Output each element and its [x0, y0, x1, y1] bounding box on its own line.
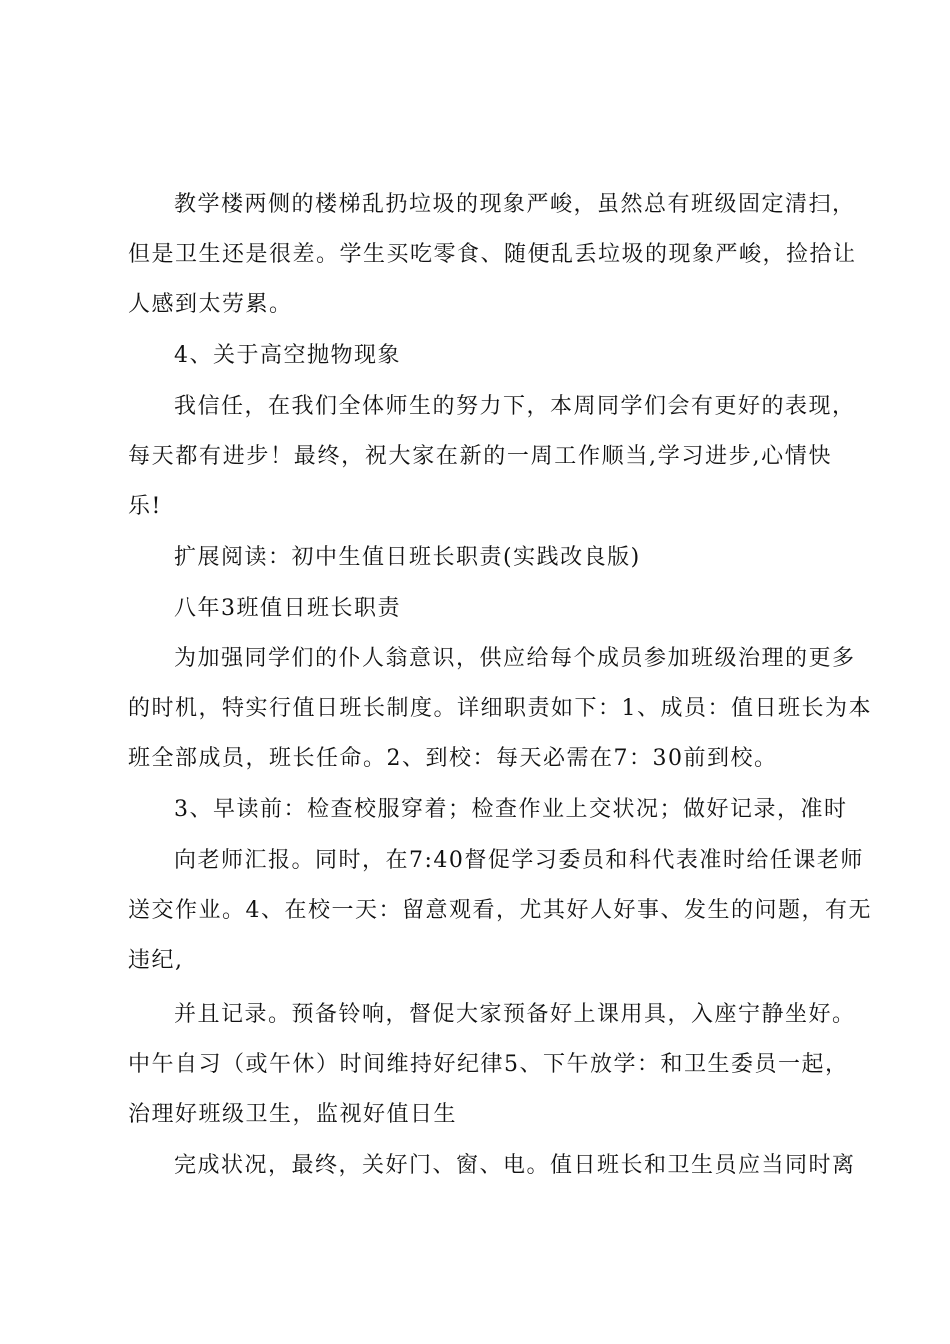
duty-title: 八年3班值日班长职责: [174, 596, 401, 621]
paragraph-line: 并且记录。预备铃响，督促大家预备好上课用具，入座宁静坐好。: [174, 1002, 856, 1027]
paragraph-line: 教学楼两侧的楼梯乱扔垃圾的现象严峻，虽然总有班级固定清扫，: [174, 192, 856, 217]
paragraph-line: 的时机，特实行值日班长制度。详细职责如下：1、成员：值日班长为本: [128, 696, 872, 721]
extended-reading-heading: 扩展阅读：初中生值日班长职责(实践改良版): [174, 545, 641, 570]
paragraph-line: 送交作业。4、在校一天：留意观看，尤其好人好事、发生的问题，有无: [128, 898, 872, 923]
paragraph-line: 向老师汇报。同时，在7:40督促学习委员和科代表准时给任课老师: [174, 848, 864, 873]
paragraph-line: 我信任，在我们全体师生的努力下，本周同学们会有更好的表现，: [174, 394, 856, 419]
section-heading: 4、关于高空抛物现象: [174, 343, 401, 368]
paragraph-line: 完成状况，最终，关好门、窗、电。值日班长和卫生员应当同时离: [174, 1153, 856, 1178]
paragraph-line: 班全部成员，班长任命。2、到校：每天必需在7：30前到校。: [128, 746, 778, 771]
paragraph-line: 治理好班级卫生，监视好值日生: [128, 1102, 458, 1127]
paragraph-line: 3、早读前：检查校服穿着；检查作业上交状况；做好记录，准时: [174, 797, 848, 822]
paragraph-line: 中午自习（或午休）时间维持好纪律5、下午放学：和卫生委员一起，: [128, 1052, 849, 1077]
paragraph-line: 乐!: [128, 494, 162, 519]
paragraph-line: 人感到太劳累。: [128, 292, 293, 317]
paragraph-line: 违纪,: [128, 948, 184, 973]
paragraph-line: 每天都有进步！最终，祝大家在新的一周工作顺当,学习进步,心情快: [128, 444, 832, 469]
paragraph-line: 但是卫生还是很差。学生买吃零食、随便乱丢垃圾的现象严峻，捡拾让: [128, 242, 857, 267]
paragraph-line: 为加强同学们的仆人翁意识，供应给每个成员参加班级治理的更多: [174, 646, 856, 671]
